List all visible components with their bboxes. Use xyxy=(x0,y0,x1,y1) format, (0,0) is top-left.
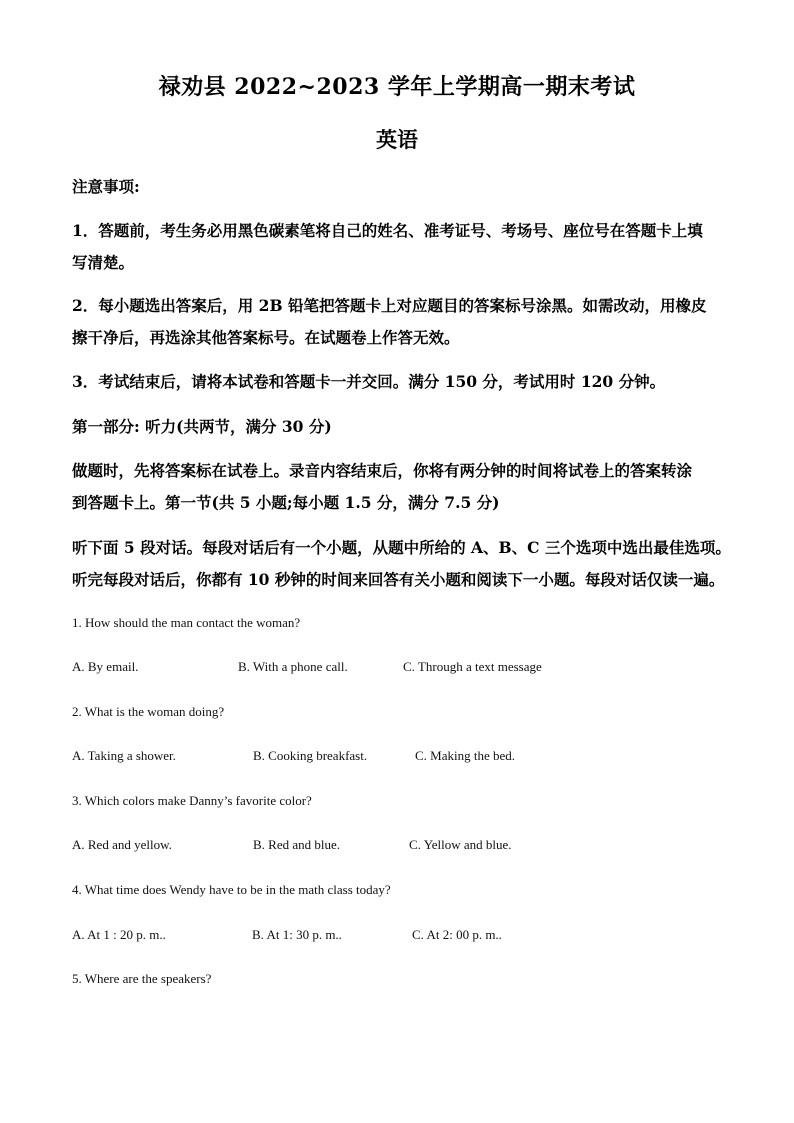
question-stem: 2. What is the woman doing? xyxy=(72,704,225,719)
question-stem: 4. What time does Wendy have to be in the math class today? xyxy=(72,882,391,897)
question-stem: 5. Where are the speakers? xyxy=(72,971,212,986)
part1-direction-line-1: 听下面 5 段对话。每段对话后有一个小题，从题中所给的 A、B、C 三个选项中选出最佳选项。 xyxy=(72,538,731,557)
option-b: B. At 1: 30 p. m.. xyxy=(252,927,342,942)
exam-title: 禄劝县 2022~2023 学年上学期高一期末考试 xyxy=(158,74,636,100)
part1-instruction-line-2: 到答题卡上。第一节(共 5 小题;每小题 1.5 分，满分 7.5 分) xyxy=(72,493,500,512)
option-a: A. By email. xyxy=(72,659,139,674)
note-item-1-line-2: 写清楚。 xyxy=(72,253,135,272)
note-item-3: 3．考试结束后，请将本试卷和答题卡一并交回。满分 150 分，考试用时 120 分钟。 xyxy=(72,372,666,391)
note-item-1-line-1: 1．答题前，考生务必用黑色碳素笔将自己的姓名、准考证号、考场号、座位号在答题卡上填 xyxy=(72,221,703,240)
option-b: B. With a phone call. xyxy=(238,659,348,674)
option-a: A. Taking a shower. xyxy=(72,748,176,763)
option-c: C. Making the bed. xyxy=(415,748,516,763)
option-a: A. Red and yellow. xyxy=(72,837,172,852)
option-a: A. At 1 : 20 p. m.. xyxy=(72,927,166,942)
question-stem: 1. How should the man contact the woman? xyxy=(72,615,301,630)
question-stem: 3. Which colors make Danny’s favorite color? xyxy=(72,793,312,808)
option-b: B. Cooking breakfast. xyxy=(253,748,368,763)
option-c: C. Yellow and blue. xyxy=(409,837,512,852)
option-b: B. Red and blue. xyxy=(253,837,341,852)
option-c: C. Through a text message xyxy=(403,659,542,674)
option-c: C. At 2: 00 p. m.. xyxy=(412,927,502,942)
notes-heading: 注意事项: xyxy=(72,177,140,196)
note-item-2-line-2: 擦干净后，再选涂其他答案标号。在试题卷上作答无效。 xyxy=(72,328,460,347)
part1-direction-line-2: 听完每段对话后，你都有 10 秒钟的时间来回答有关小题和阅读下一小题。每段对话仅读一遍。 xyxy=(72,570,725,589)
note-item-2-line-1: 2．每小题选出答案后，用 2B 铅笔把答题卡上对应题目的答案标号涂黑。如需改动，用橡皮 xyxy=(72,296,707,315)
part1-heading: 第一部分: 听力(共两节，满分 30 分) xyxy=(72,417,332,436)
subject-title: 英语 xyxy=(376,127,418,152)
part1-instruction-line-1: 做题时，先将答案标在试卷上。录音内容结束后，你将有两分钟的时间将试卷上的答案转涂 xyxy=(72,461,693,480)
